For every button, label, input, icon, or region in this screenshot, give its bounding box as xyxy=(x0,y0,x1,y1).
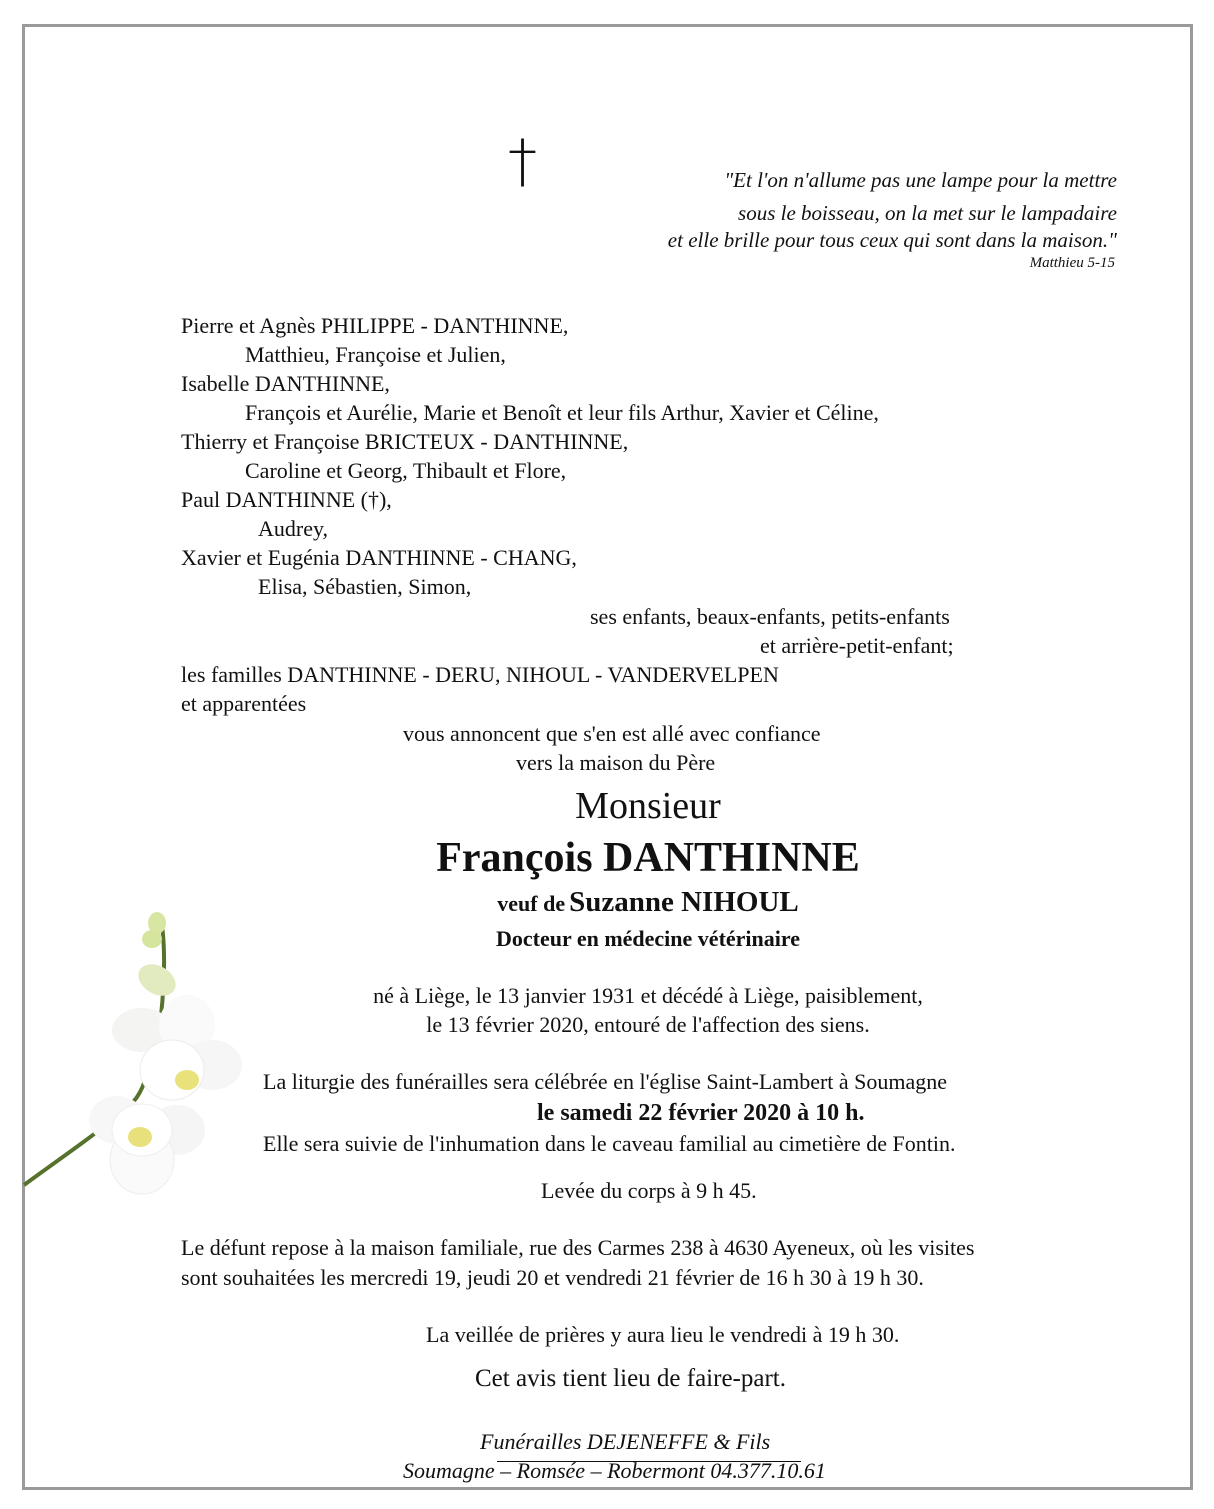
family-line: ses enfants, beaux-enfants, petits-enfants xyxy=(590,604,950,629)
visits-line: Le défunt repose à la maison familiale, rue des Carmes 238 à 4630 Ayeneux, où les visites xyxy=(181,1235,975,1260)
family-line: François et Aurélie, Marie et Benoît et leur fils Arthur, Xavier et Céline, xyxy=(245,400,879,425)
cross-icon: † xyxy=(508,127,537,195)
family-line: Pierre et Agnès PHILIPPE - DANTHINNE, xyxy=(181,313,569,338)
deceased-name: François DANTHINNE xyxy=(436,835,860,881)
ceremony-date: le samedi 22 février 2020 à 10 h. xyxy=(537,1100,865,1126)
widower-prefix: veuf de xyxy=(497,891,566,916)
birth-death-line: le 13 février 2020, entouré de l'affection des siens. xyxy=(426,1012,870,1037)
vigil-text: La veillée de prières y aura lieu le vendredi à 19 h 30. xyxy=(426,1322,900,1347)
notice-text: Cet avis tient lieu de faire-part. xyxy=(475,1365,786,1392)
family-line: les familles DANTHINNE - DERU, NIHOUL - VANDERVELPEN xyxy=(181,662,779,687)
family-line: Thierry et Françoise BRICTEUX - DANTHINNE, xyxy=(181,429,629,454)
quote-line-2: sous le boisseau, on la met sur le lampadaire xyxy=(738,201,1117,225)
family-line: Paul DANTHINNE (†), xyxy=(181,487,392,512)
burial-text: Elle sera suivie de l'inhumation dans le caveau familial au cimetière de Fontin. xyxy=(263,1131,956,1156)
quote-line-1: "Et l'on n'allume pas une lampe pour la mettre xyxy=(724,168,1117,192)
spouse-name: Suzanne NIHOUL xyxy=(569,886,799,918)
family-line: Isabelle DANTHINNE, xyxy=(181,371,390,396)
family-line: Matthieu, Françoise et Julien, xyxy=(245,342,506,367)
deceased-title: Docteur en médecine vétérinaire xyxy=(495,926,801,951)
quote-line-3: et elle brille pour tous ceux qui sont dans la maison." xyxy=(667,228,1117,252)
funeral-company-locations: Soumagne – Romsée – Robermont 04.377.10.61 xyxy=(403,1458,826,1483)
family-line: Caroline et Georg, Thibault et Flore, xyxy=(245,458,567,483)
orchid-image xyxy=(22,905,287,1215)
honorific: Monsieur xyxy=(575,785,721,827)
birth-death-line: né à Liège, le 13 janvier 1931 et décédé à Liège, paisiblement, xyxy=(373,983,923,1008)
family-line: Elisa, Sébastien, Simon, xyxy=(258,574,472,599)
levee-text: Levée du corps à 9 h 45. xyxy=(541,1178,757,1203)
announce-line: vers la maison du Père xyxy=(516,750,716,775)
funeral-company: Funérailles DEJENEFFE & Fils xyxy=(480,1429,771,1454)
liturgy-text: La liturgie des funérailles sera célébrée en l'église Saint-Lambert à Soumagne xyxy=(263,1069,948,1094)
family-line: et arrière-petit-enfant; xyxy=(760,633,954,658)
family-line: Xavier et Eugénia DANTHINNE - CHANG, xyxy=(181,545,577,570)
family-line: et apparentées xyxy=(181,691,307,716)
family-line: Audrey, xyxy=(258,516,329,541)
visits-line: sont souhaitées les mercredi 19, jeudi 20 et vendredi 21 février de 16 h 30 à 19 h 30. xyxy=(181,1265,924,1290)
quote-reference: Matthieu 5-15 xyxy=(1029,255,1115,271)
announce-line: vous annoncent que s'en est allé avec confiance xyxy=(403,721,821,746)
